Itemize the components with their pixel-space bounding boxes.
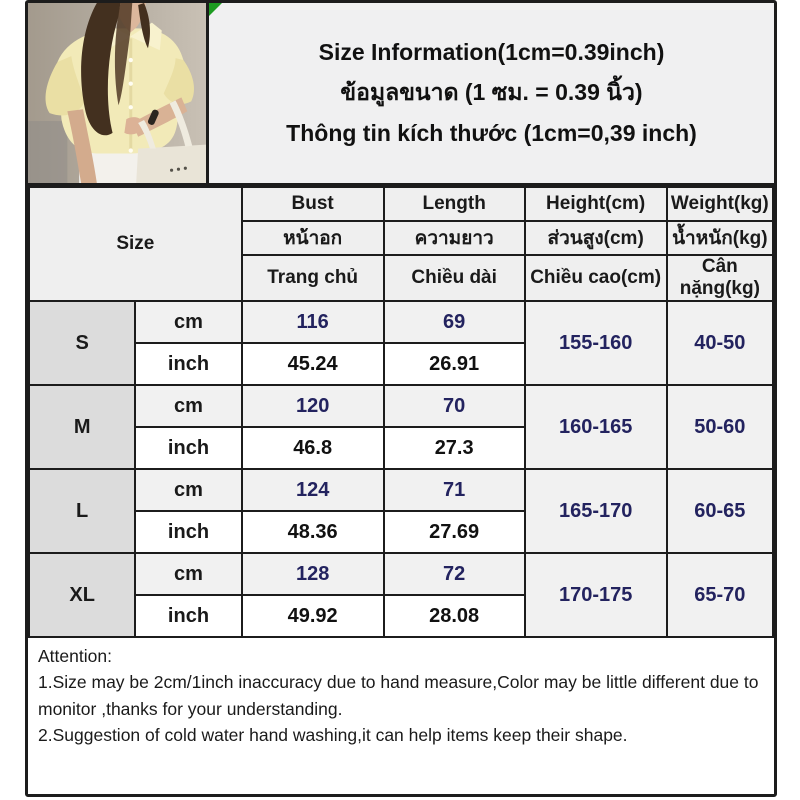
bust-inch-xl: 49.92 [242, 595, 384, 637]
length-header-th: ความยาว [384, 221, 525, 255]
length-header-vi: Chiều dài [384, 255, 525, 301]
size-header-cell: Size [29, 187, 242, 301]
size-row-s-cm [29, 301, 773, 343]
attention-note-1: 1.Size may be 2cm/1inch inaccuracy due to hand measure,Color may be little different due to monitor ,thanks for your understanding. [38, 672, 759, 719]
size-row-xl-cm [29, 553, 773, 595]
model-photo-illustration [28, 3, 206, 183]
green-corner-flag-icon [209, 3, 222, 16]
weight-header-en: Weight(kg) [667, 187, 773, 221]
length-inch-xl: 28.08 [384, 595, 525, 637]
length-header-en: Length [384, 187, 525, 221]
weight-s: 40-50 [667, 301, 773, 385]
size-table [28, 186, 774, 638]
header-band [28, 3, 774, 186]
length-cm-m: 70 [384, 385, 525, 427]
unit-inch: inch [135, 343, 241, 385]
height-header-vi: Chiều cao(cm) [525, 255, 667, 301]
length-inch-m: 27.3 [384, 427, 525, 469]
height-xl: 170-175 [525, 553, 667, 637]
bust-cm-xl: 128 [242, 553, 384, 595]
bust-inch-m: 46.8 [242, 427, 384, 469]
unit-cm: cm [135, 469, 241, 511]
bust-cm-m: 120 [242, 385, 384, 427]
title-panel [209, 3, 774, 183]
length-cm-l: 71 [384, 469, 525, 511]
length-cm-s: 69 [384, 301, 525, 343]
height-l: 165-170 [525, 469, 667, 553]
bust-inch-s: 45.24 [242, 343, 384, 385]
bust-cm-l: 124 [242, 469, 384, 511]
bust-inch-l: 48.36 [242, 511, 384, 553]
height-header-en: Height(cm) [525, 187, 667, 221]
unit-inch: inch [135, 595, 241, 637]
bust-header-vi: Trang chủ [242, 255, 384, 301]
weight-l: 60-65 [667, 469, 773, 553]
size-row-l-cm [29, 469, 773, 511]
bust-header-en: Bust [242, 187, 384, 221]
height-s: 155-160 [525, 301, 667, 385]
unit-inch: inch [135, 511, 241, 553]
unit-cm: cm [135, 553, 241, 595]
height-m: 160-165 [525, 385, 667, 469]
weight-xl: 65-70 [667, 553, 773, 637]
title-english: Size Information(1cm=0.39inch) [318, 39, 665, 65]
length-cm-xl: 72 [384, 553, 525, 595]
header-row-english [29, 187, 773, 221]
unit-cm: cm [135, 385, 241, 427]
unit-inch: inch [135, 427, 241, 469]
size-label-m: M [29, 385, 135, 469]
size-label-xl: XL [29, 553, 135, 637]
size-row-m-cm [29, 385, 773, 427]
bust-header-th: หน้าอก [242, 221, 384, 255]
attention-heading: Attention: [38, 646, 112, 666]
bust-cm-s: 116 [242, 301, 384, 343]
unit-cm: cm [135, 301, 241, 343]
attention-section [28, 638, 774, 794]
weight-m: 50-60 [667, 385, 773, 469]
length-inch-s: 26.91 [384, 343, 525, 385]
title-vietnamese: Thông tin kích thước (1cm=0,39 inch) [286, 120, 697, 146]
height-header-th: ส่วนสูง(cm) [525, 221, 667, 255]
attention-note-2: 2.Suggestion of cold water hand washing,it can help items keep their shape. [38, 724, 628, 745]
size-label-s: S [29, 301, 135, 385]
title-thai: ข้อมูลขนาด (1 ซม. = 0.39 นิ้ว) [340, 79, 643, 105]
product-photo [28, 3, 209, 183]
weight-header-vi: Cân nặng(kg) [667, 255, 773, 301]
size-label-l: L [29, 469, 135, 553]
length-inch-l: 27.69 [384, 511, 525, 553]
weight-header-th: น้ำหนัก(kg) [667, 221, 773, 255]
sheet-frame [25, 0, 777, 797]
